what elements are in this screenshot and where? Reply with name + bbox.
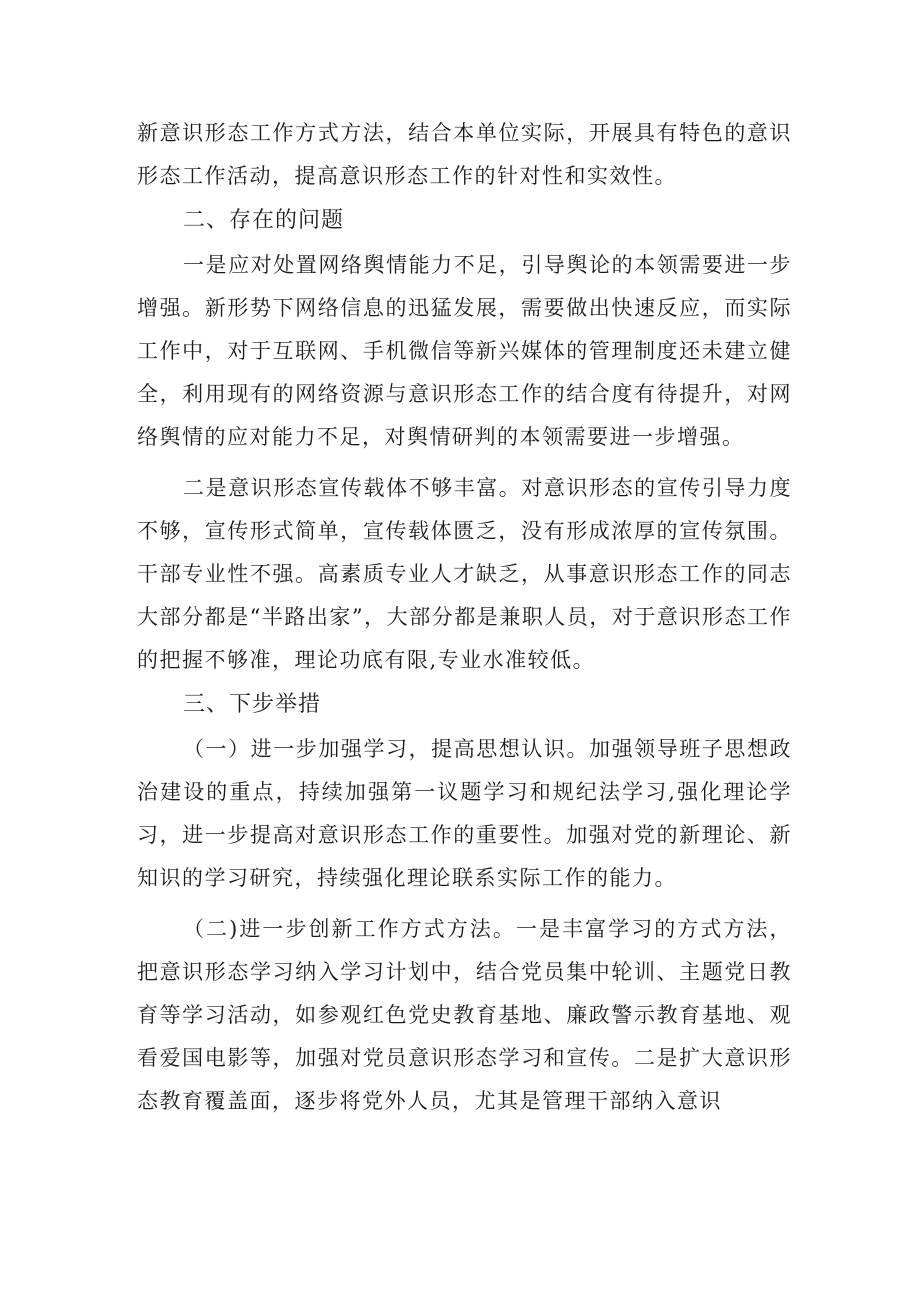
- problem-paragraph-2: 二是意识形态宣传载体不够丰富。对意识形态的宣传引导力度不够，宣传形式简单，宣传载体匮乏，没有形成浓厚的宣传氛围。干部专业性不强。高素质专业人才缺乏，从事意识形态工作的同志大部分都是“半路出家”，大部分都是兼职人员，对于意识形态工作的把握不够准，理论功底有限,专业水准较低。: [137, 476, 792, 672]
- intro-paragraph: 新意识形态工作方式方法，结合本单位实际，开展具有特色的意识形态工作活动，提高意识形态工作的针对性和实效性。: [137, 121, 792, 188]
- measure-paragraph-1: （一）进一步加强学习，提高思想认识。加强领导班子思想政治建设的重点，持续加强第一议题学习和规纪法学习,强化理论学习，进一步提高对意识形态工作的重要性。加强对党的新理论、新知识的学习研究，持续强化理论联系实际工作的能力。: [137, 737, 792, 890]
- section-heading-next-steps: 三、下步举措: [183, 692, 322, 717]
- document-body: [137, 112, 792, 1123]
- paragraph-spacer: [137, 459, 792, 467]
- paragraph-spacer: [137, 900, 792, 908]
- section-heading-problems: 二、存在的问题: [183, 208, 345, 233]
- problem-paragraph-1: 一是应对处置网络舆情能力不足，引导舆论的本领需要进一步增强。新形势下网络信息的迅猛发展，需要做出快速反应，而实际工作中，对于互联网、手机微信等新兴媒体的管理制度还未建立健全，利用现有的网络资源与意识形态工作的结合度有待提升，对网络舆情的应对能力不足，对舆情研判的本领需要进一步增强。: [137, 253, 792, 449]
- measure-paragraph-2: （二)进一步创新工作方式方法。一是丰富学习的方式方法，把意识形态学习纳入学习计划中，结合党员集中轮训、主题党日教育等学习活动，如参观红色党史教育基地、廉政警示教育基地、观看爱国电影等，加强对党员意识形态学习和宣传。二是扩大意识形态教育覆盖面，逐步将党外人员，尤其是管理干部纳入意识: [137, 917, 792, 1113]
